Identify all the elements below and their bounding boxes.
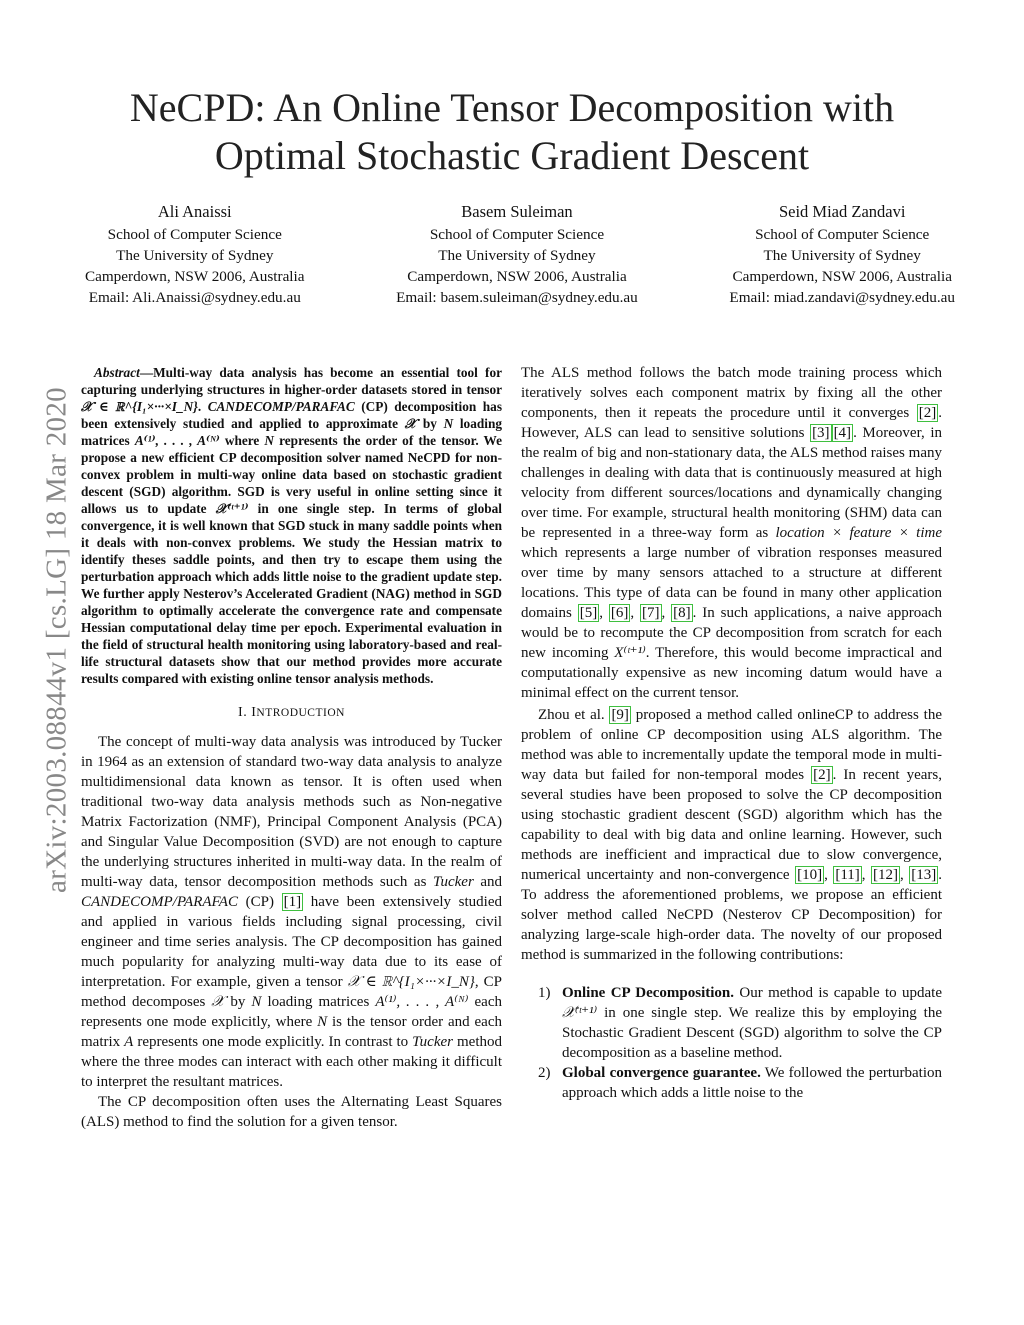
text: The concept of multi-way data analysis was introduced by Tucker in 1964 as an extension of standard two-way data analysis to analyze multidimensional data known as tensor. It is often used when traditional two-way data analysis methods such as Non-negative Matrix Factorization (NMF), Principal Component Analysis (PCA) and Singular Value Decomposition (SVD) are not enough to capture the underlying structures inherited in multi-way data. In the realm of multi-way data, tensor decomposition methods such as bbox=[81, 734, 502, 890]
text: Our method is capable to update bbox=[734, 985, 942, 1001]
text: proposed a method called onlineCP to address the problem of online CP decomposition using ALS algorithm. The method was able to incrementally update the temporal mode in multi-way data but failed for non-temporal modes bbox=[521, 707, 942, 783]
math: location × feature × time bbox=[775, 525, 942, 541]
math: A⁽¹⁾, . . . , A⁽ᴺ⁾ bbox=[134, 433, 220, 448]
text: , bbox=[824, 867, 834, 883]
paper-title bbox=[0, 84, 1024, 180]
math: X⁽ᵗ⁺¹⁾ bbox=[614, 645, 646, 661]
author-3 bbox=[729, 200, 955, 308]
abstract-text: in one single step. In terms of global convergence, it is well known that SGD stuck in many saddle points when it deals with non-convex problems. We study the Hessian matrix to identify theses saddle points, and then try to escape them using the perturbation approach which adds little noise to the gradient update step. We further apply Nesterov’s Accelerated Gradient (NAG) method in SGD algorithm to optimally accelerate the convergence rate and compensate Hessian computational delay time per epoch. Experimental evaluation in the field of structural health monitoring using laboratory-based and real-life structural datasets show that our method provides more accurate results compared with existing online tensor analysis methods. bbox=[81, 501, 502, 686]
citation-link[interactable]: [2] bbox=[918, 405, 937, 421]
text: , bbox=[630, 605, 640, 621]
math: N bbox=[317, 1014, 328, 1030]
arxiv-stamp: arXiv:2003.08844v1 [cs.LG] 18 Mar 2020 bbox=[40, 387, 73, 893]
math: N bbox=[443, 416, 454, 431]
text: , bbox=[861, 867, 872, 883]
citation-link[interactable]: [13] bbox=[911, 867, 937, 883]
author-addr: Camperdown, NSW 2006, Australia bbox=[85, 268, 305, 285]
list-number: 1) bbox=[538, 985, 551, 1001]
text: in one single step. We realize this by employing the Stochastic Gradient Descent (SGD) algorithm to solve the CP decomposition as a baseline method. bbox=[562, 1005, 942, 1061]
abstract-text: by bbox=[416, 416, 444, 431]
section-numeral: I. bbox=[238, 705, 252, 720]
intro-paragraph-2: The CP decomposition often uses the Alternating Least Squares (ALS) method to find the solution for a given tensor. bbox=[81, 1094, 502, 1130]
left-column bbox=[81, 364, 502, 1132]
text: . In such applications, a naive approach would be to recompute the CP decomposition from scratch for each new incoming bbox=[521, 605, 943, 661]
text: . Moreover, in the realm of big and non-stationary data, the ALS method raises many challenges in dealing with data that is continuously measured at high velocity from different sources/locations and dynamically changing over time. For example, structural health monitoring (SHM) data can be represented in a three-way form as bbox=[521, 425, 942, 541]
text: , CP method decomposes bbox=[81, 974, 502, 1010]
citation-link[interactable]: [8] bbox=[673, 605, 691, 621]
contributions-list bbox=[521, 983, 942, 1103]
intro-paragraph-1 bbox=[81, 732, 502, 1092]
math: 𝒳 bbox=[404, 416, 417, 431]
text: is the tensor order and each matrix bbox=[81, 1014, 502, 1050]
citation-link[interactable]: [1] bbox=[283, 894, 302, 910]
citation-link[interactable]: [5] bbox=[579, 605, 598, 621]
abstract-text: represents the order of the tensor. We propose a new efficient CP decomposition solver named NeCPD for non-convex problem in multi-way online data based on stochastic gradient descent (SGD) algorithm. SGD is very useful in online setting since it allows us to update bbox=[81, 433, 502, 516]
citation-link[interactable]: [6] bbox=[610, 605, 629, 621]
text: The ALS method follows the batch mode training process which iteratively solves each component matrix by fixing all the other components, then it repeats the procedure until it converges bbox=[521, 365, 942, 421]
author-2 bbox=[396, 200, 638, 308]
citation-link[interactable]: [12] bbox=[873, 867, 899, 883]
math: 𝒳⁽ᵗ⁺¹⁾ bbox=[215, 501, 249, 516]
citation-link[interactable]: [3] bbox=[812, 425, 830, 441]
author-dept: School of Computer Science bbox=[107, 226, 282, 243]
citation-link[interactable]: [11] bbox=[835, 867, 860, 883]
text: loading matrices bbox=[261, 994, 376, 1010]
math: CANDECOMP/PARAFAC bbox=[207, 399, 355, 414]
abstract-label: Abstract bbox=[94, 365, 140, 380]
text: , bbox=[900, 867, 910, 883]
title-line-2: Optimal Stochastic Gradient Descent bbox=[214, 133, 810, 178]
math: 𝒳 ∈ ℝ^{I₁×···×I_N} bbox=[81, 399, 198, 414]
title-line-1: NeCPD: An Online Tensor Decomposition with bbox=[129, 85, 895, 130]
author-univ: The University of Sydney bbox=[116, 247, 274, 264]
author-dept: School of Computer Science bbox=[755, 226, 930, 243]
author-name: Ali Anaissi bbox=[157, 202, 232, 221]
math: Tucker bbox=[412, 1034, 453, 1050]
text: . Therefore, this would become impractical and computationally expensive as new incoming datum would have a minimal effect on the current tensor. bbox=[521, 645, 942, 701]
author-block bbox=[85, 200, 955, 308]
author-dept: School of Computer Science bbox=[429, 226, 605, 243]
citation-link[interactable]: [4] bbox=[833, 425, 852, 441]
text: , bbox=[599, 605, 609, 621]
math: 𝒳 ∈ ℝ^{I₁×···×I_N} bbox=[347, 974, 475, 990]
abstract-text: where bbox=[219, 433, 265, 448]
right-paragraph-1 bbox=[521, 363, 942, 703]
math: 𝒳⁽ᵗ⁺¹⁾ bbox=[562, 1005, 598, 1021]
list-number: 2) bbox=[538, 1065, 551, 1081]
text: have been extensively studied and applied in various fields including signal processing, civil engineer and time series analysis. The CP decomposition has gained much popularity for analyzing multi-way data due to its ease of interpretation. For example, given a tensor bbox=[81, 894, 502, 990]
author-email[interactable]: Email: Ali.Anaissi@sydney.edu.au bbox=[88, 289, 301, 306]
text: We followed the perturbation approach which adds a little noise to the bbox=[562, 1065, 942, 1101]
math: CANDECOMP/PARAFAC bbox=[81, 894, 238, 910]
contribution-heading: Online CP Decomposition. bbox=[562, 985, 734, 1001]
author-univ: The University of Sydney bbox=[438, 247, 596, 264]
abstract-text: —Multi-way data analysis has become an essential tool for capturing underlying structures in higher-order datasets stored in tensor bbox=[81, 365, 502, 397]
contribution-heading: Global convergence guarantee. bbox=[562, 1065, 761, 1081]
math: A⁽¹⁾, . . . , A⁽ᴺ⁾ bbox=[375, 994, 469, 1010]
author-email[interactable]: Email: basem.suleiman@sydney.edu.au bbox=[396, 289, 638, 306]
abstract-text: (CP) decomposition has been extensively studied and applied to approximate bbox=[81, 399, 502, 431]
author-1 bbox=[85, 200, 305, 308]
text: Zhou et al. bbox=[538, 707, 610, 723]
math: A bbox=[124, 1034, 134, 1050]
section-rest: NTRODUCTION bbox=[256, 707, 345, 719]
text: by bbox=[224, 994, 252, 1010]
abstract-text: . bbox=[197, 399, 208, 414]
author-addr: Camperdown, NSW 2006, Australia bbox=[407, 268, 627, 285]
author-univ: The University of Sydney bbox=[763, 247, 921, 264]
citation-link[interactable]: [9] bbox=[611, 707, 629, 723]
text: . To address the aforementioned problems, we propose an efficient solver method called NeCPD (Nesterov CP Decomposition) for analyzing large-scale high-order data. The novelty of our proposed method is summarized in the following contributions: bbox=[521, 867, 943, 963]
abstract bbox=[81, 364, 502, 687]
author-email[interactable]: Email: miad.zandavi@sydney.edu.au bbox=[729, 289, 955, 306]
text: each represents one mode explicitly, where bbox=[81, 994, 502, 1030]
math: N bbox=[264, 433, 275, 448]
section-heading-introduction bbox=[81, 703, 502, 723]
text: method where the three modes can interact with each other making it difficult to interpret the resultant matrices. bbox=[81, 1034, 502, 1090]
math: 𝒳 bbox=[211, 994, 225, 1010]
list-item bbox=[538, 983, 942, 1063]
author-name: Seid Miad Zandavi bbox=[778, 202, 906, 221]
text: . In recent years, several studies have been proposed to solve the CP decomposition using stochastic gradient descent (SGD) algorithm which has the capability to deal with big data and online learning. However, such methods are inefficient and impractical due to slow convergence, numerical uncertainty and non-convergence bbox=[521, 767, 942, 883]
citation-link[interactable]: [2] bbox=[813, 767, 831, 783]
list-item bbox=[538, 1063, 942, 1103]
citation-link[interactable]: [10] bbox=[797, 867, 823, 883]
abstract-text: loading matrices bbox=[81, 416, 502, 448]
right-paragraph-2 bbox=[521, 705, 942, 965]
text: . However, ALS can lead to sensitive solutions bbox=[521, 405, 942, 441]
text: , bbox=[661, 605, 672, 621]
citation-link[interactable]: [7] bbox=[642, 605, 660, 621]
text: which represents a large number of vibration responses measured over time by many sensors attached to a structure at different locations. This type of data can be found in many other application domains bbox=[521, 545, 942, 621]
author-name: Basem Suleiman bbox=[461, 202, 573, 221]
text: (CP) bbox=[237, 894, 282, 910]
author-addr: Camperdown, NSW 2006, Australia bbox=[732, 268, 952, 285]
right-column bbox=[521, 363, 942, 1103]
text: represents one mode explicitly. In contrast to bbox=[133, 1034, 413, 1050]
math: Tucker bbox=[432, 874, 474, 890]
math: N bbox=[251, 994, 262, 1010]
section-first-letter: I bbox=[251, 705, 257, 720]
text: and bbox=[473, 874, 502, 890]
